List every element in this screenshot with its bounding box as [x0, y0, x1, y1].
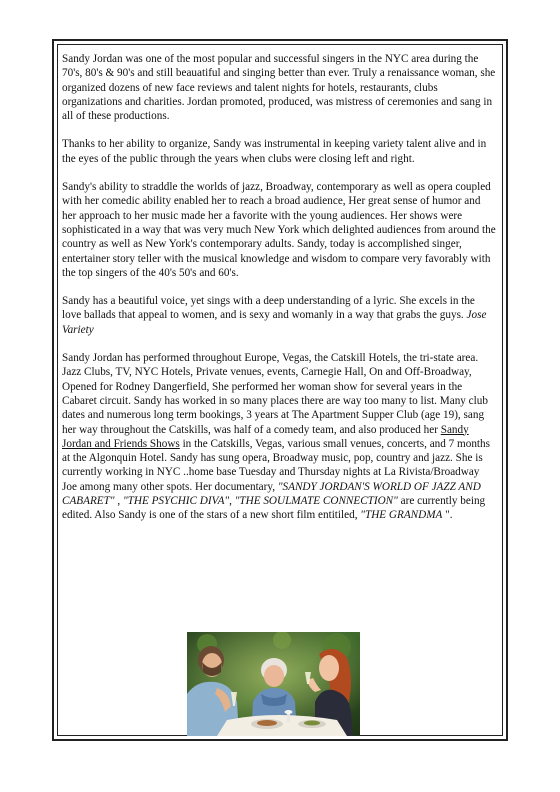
- dinner-photo-illustration: [187, 632, 360, 736]
- shows-link[interactable]: Sandy Jordan and Friends Shows: [62, 423, 469, 450]
- documentary-title-1: "SANDY JORDAN'S WORLD OF JAZZ AND CABARET": [62, 480, 481, 508]
- performances-end: ".: [442, 509, 453, 522]
- paragraph-audiences: Sandy's ability to straddle the worlds of jazz, Broadway, contemporary as well as opera coupled with her comedic ability enabled her to reach a broad audience, Her great sense of humor and her approach to her music made her a favorite with the young audiences. Her shows were sophisticated in a way that was very much New York which delighted audiences from around the country as well as New York's contemporary adults. Sandy, today is accomplished singer, entertainer story teller with the musical knowledge and wisdom to compare very favorably with the top singers of the 40's 50's and 60's.: [62, 181, 496, 279]
- film-title: "THE GRANDMA: [360, 509, 443, 522]
- performances-text-b: in the Catskills, Vegas, various small venues, concerts, and 7 months at the Algonquin Hotel. Sandy has sung opera, Broadway music, pop, country and jazz. She is currently working in NYC ..home base Tuesday and Thursday nights at La Rivista/Broadway Joe among many other spots. Her documentary,: [62, 437, 490, 493]
- documentary-title-3: "THE SOULMATE CONNECTION": [234, 495, 398, 508]
- review-quote: Sandy has a beautiful voice, yet sings with a deep understanding of a lyric. She excels in the love ballads that appeal to women, and is sexy and womanly in a way that grabs the guys.: [62, 295, 475, 322]
- separator: ,: [114, 495, 123, 508]
- documentary-title-2: "THE PSYCHIC DIVA": [122, 495, 230, 508]
- document-body: [62, 52, 496, 535]
- paragraph-performances: [62, 351, 496, 523]
- separator: ,: [229, 495, 235, 508]
- dinner-photo: [187, 632, 360, 736]
- page-border-inner: [57, 44, 503, 736]
- review-source: Jose Variety: [62, 309, 487, 336]
- paragraph-intro: Sandy Jordan was one of the most popular and successful singers in the NYC area during the 70's, 80's & 90's and still beauatiful and singing better than ever. Truly a renaissance woman, she organized dozens of new face reviews and talent nights for hotels, restaurants, clubs organizations and charities. Jordan promoted, produced, was mistress of ceremonies and sang in all of these productions.: [62, 53, 496, 123]
- paragraph-organize: Thanks to her ability to organize, Sandy was instrumental in keeping variety talent alive and in the eyes of the public through the years when clubs were closing left and right.: [62, 138, 487, 165]
- performances-text-a: Sandy Jordan has performed throughout Europe, Vegas, the Catskill Hotels, the tri-state area. Jazz Clubs, TV, NYC Hotels, Private venues, events, Carnegie Hall, On and Off-Broadway, Opened for Rodney Dangerfield, She performed her woman show for several years in the Cabaret circuit. Sandy has worked in so many places there are way too many to list. Many club dates and numerous long term bookings, 3 years at The Apartment Supper Club (age 19), sang her way throughout the Catskills, was half of a comedy team, and also produced her: [62, 352, 488, 436]
- page-border-outer: [52, 39, 508, 741]
- performances-text-c: are currently being edited. Also Sandy is one of the stars of a new short film entitiled,: [62, 495, 486, 522]
- paragraph-review: [62, 294, 496, 337]
